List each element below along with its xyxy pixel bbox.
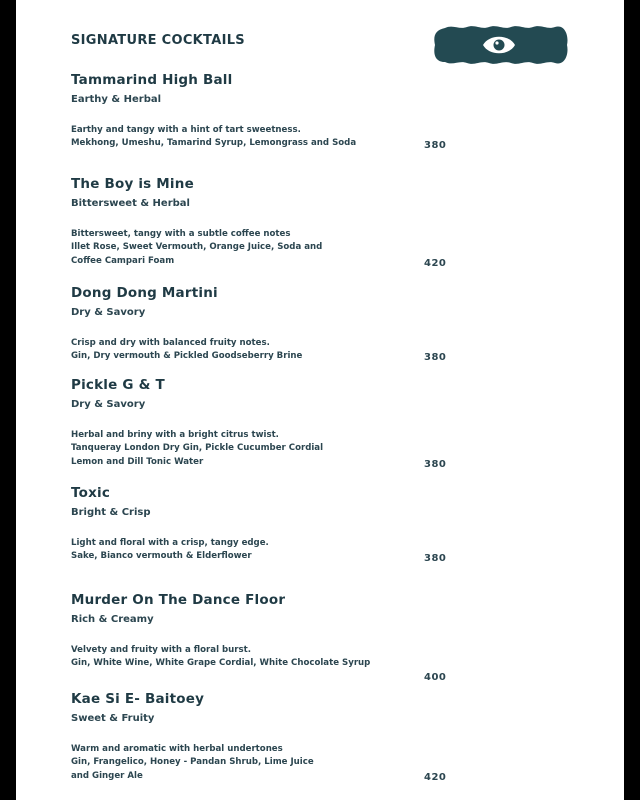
item-name: Kae Si E- Baitoey [71,691,205,707]
item-price: 380 [424,140,447,151]
item-name: Dong Dong Martini [71,285,218,301]
item-description [71,644,451,671]
item-flavor: Dry & Savory [71,399,146,410]
menu-item [71,70,571,151]
item-description [71,743,451,783]
item-description [71,429,451,469]
menu-item [71,174,571,268]
item-name: Tammarind High Ball [71,72,233,88]
item-flavor: Sweet & Fruity [71,713,155,724]
description-line: and Ginger Ale [71,770,143,781]
eye-icon [431,22,571,68]
item-flavor: Earthy & Herbal [71,94,162,105]
item-flavor: Dry & Savory [71,307,146,318]
menu-page [16,0,624,800]
description-line: Earthy and tangy with a hint of tart sweetness. [71,125,301,135]
item-name: Murder On The Dance Floor [71,592,286,608]
item-name: The Boy is Mine [71,176,194,192]
item-flavor: Rich & Creamy [71,614,154,625]
menu-item [71,283,571,364]
menu-item [71,483,571,564]
item-description [71,228,451,268]
item-price: 400 [424,672,447,683]
description-line: Velvety and fruity with a floral burst. [71,645,252,655]
menu-item [71,375,571,469]
description-line: Crisp and dry with balanced fruity notes. [71,338,270,348]
description-line: Herbal and briny with a bright citrus twist. [71,430,279,440]
menu-item [71,590,571,671]
item-price: 380 [424,459,447,470]
description-line: Lemon and Dill Tonic Water [71,456,204,467]
item-description [71,124,451,151]
item-description [71,537,451,564]
description-line: Illet Rose, Sweet Vermouth, Orange Juice, Soda and [71,242,323,253]
item-name: Toxic [71,485,111,501]
menu-title: SIGNATURE COCKTAILS [71,33,245,48]
item-name: Pickle G & T [71,377,165,393]
menu-item [71,689,571,783]
description-line: Light and floral with a crisp, tangy edge. [71,538,269,548]
item-description [71,337,451,364]
item-flavor: Bittersweet & Herbal [71,198,190,209]
description-line: Mekhong, Umeshu, Tamarind Syrup, Lemongrass and Soda [71,138,357,149]
item-price: 420 [424,772,447,783]
description-line: Warm and aromatic with herbal undertones [71,744,283,754]
description-line: Gin, White Wine, White Grape Cordial, White Chocolate Syrup [71,658,371,669]
description-line: Gin, Frangelico, Honey - Pandan Shrub, Lime Juice [71,757,314,768]
description-line: Gin, Dry vermouth & Pickled Goodseberry Brine [71,351,303,362]
description-line: Tanqueray London Dry Gin, Pickle Cucumber Cordial [71,443,324,454]
item-price: 380 [424,352,447,363]
item-price: 380 [424,553,447,564]
item-flavor: Bright & Crisp [71,507,151,518]
description-line: Sake, Bianco vermouth & Elderflower [71,551,252,562]
description-line: Coffee Campari Foam [71,255,175,266]
item-price: 420 [424,258,447,269]
description-line: Bittersweet, tangy with a subtle coffee notes [71,229,291,239]
